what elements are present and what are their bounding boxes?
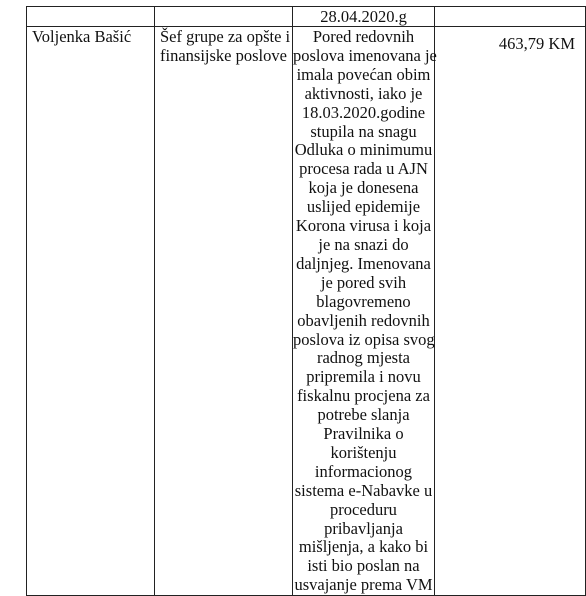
explanation-line: stupila na snagu	[310, 121, 417, 141]
explanation-text	[293, 27, 435, 596]
position-line: Šef grupe za opšte i	[160, 27, 291, 46]
explanation-line: radnog mjesta	[316, 348, 410, 368]
explanation-line: je na snazi do	[318, 234, 409, 254]
explanation-line: je pored svih	[320, 272, 407, 292]
table-row-continuation	[27, 7, 586, 27]
explanation-line: poslova iz opisa svog	[293, 329, 435, 349]
table-cell-empty	[435, 7, 586, 27]
explanation-line: Korona virusa i koja	[295, 216, 432, 236]
table-cell-empty	[27, 7, 155, 27]
explanation-line: aktivnosti, iako je	[304, 83, 423, 103]
table-row	[27, 27, 586, 596]
bonus-amount: 463,79 KM	[435, 27, 586, 596]
date-cell: 28.04.2020.g	[293, 7, 435, 27]
explanation-line: informacionog	[314, 461, 413, 481]
explanation-line: fiskalnu procjena za	[297, 386, 430, 406]
explanation-line: korištenju	[330, 442, 397, 462]
employee-name: Voljenka Bašić	[27, 27, 155, 596]
explanation-line: imala povećan obim	[296, 64, 431, 84]
position-line: finansijske poslove	[160, 45, 287, 65]
explanation-line: potrebe slanja	[317, 405, 410, 425]
explanation-line: poslova imenovana je	[293, 45, 437, 65]
explanation-line: sistema e-Nabavke u	[294, 480, 433, 500]
explanation-line: usvajanje prema VM	[294, 575, 433, 595]
explanation-line: 18.03.2020.godine	[301, 102, 426, 122]
explanation-line: obavljenih redovnih	[297, 310, 430, 330]
explanation-line: blagovremeno	[316, 291, 411, 311]
bonus-table	[26, 6, 586, 596]
explanation-line: proceduru	[330, 499, 397, 519]
explanation-line: procesa rada u AJN	[299, 159, 428, 179]
explanation-line: daljnjeg. Imenovana	[296, 253, 431, 273]
explanation-line: pribavljanja	[324, 518, 403, 538]
explanation-line: Pravilnika o	[323, 424, 404, 444]
explanation-line: koja je donesena	[308, 178, 419, 198]
explanation-line: isti bio poslan na	[307, 556, 420, 576]
explanation-line: pripremila i novu	[306, 367, 421, 387]
explanation-line: Odluka o minimumu	[294, 140, 433, 160]
table-cell-empty	[155, 7, 293, 27]
employee-position	[155, 27, 293, 596]
explanation-line: mišljenja, a kako bi	[298, 537, 429, 557]
explanation-line: uslijed epidemije	[306, 197, 421, 217]
explanation-line: Pored redovnih	[312, 27, 415, 46]
